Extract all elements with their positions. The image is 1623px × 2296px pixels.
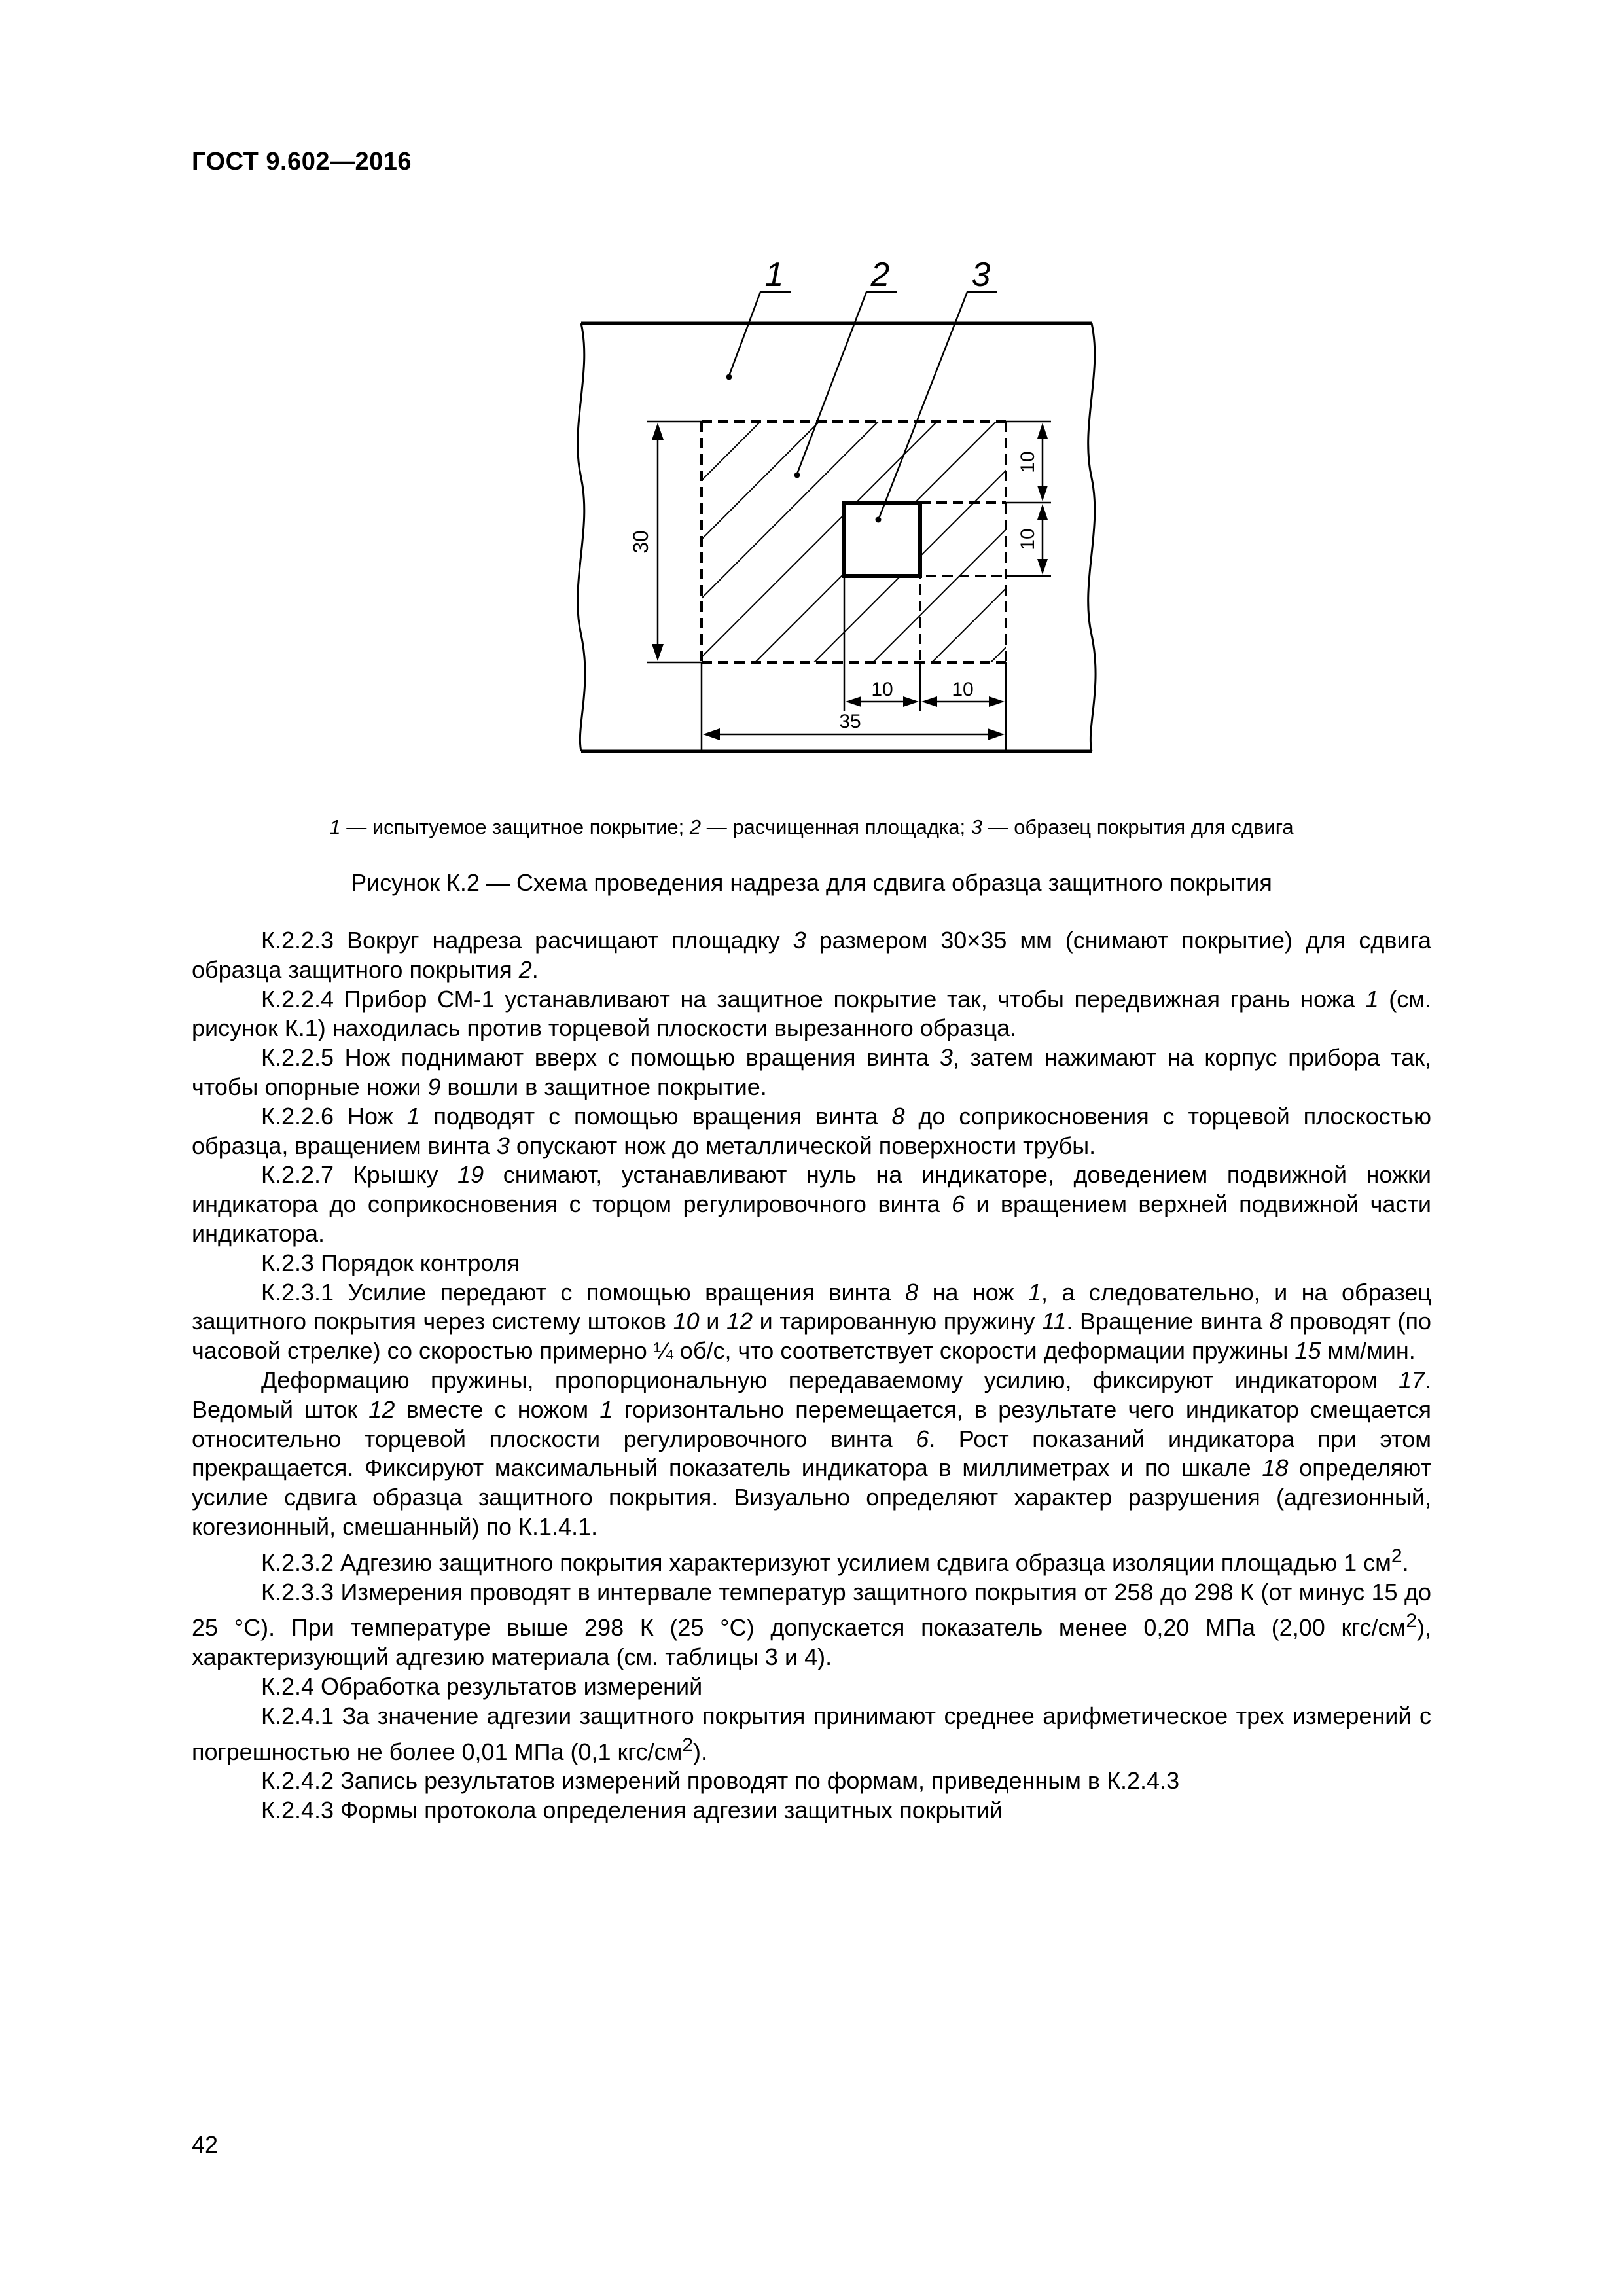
text-run: и <box>699 1308 726 1335</box>
text-run: горизонтально перемещается, в результате чего индикатор смещается относительно торцевой плоскости регулировочного винта <box>192 1395 1431 1452</box>
text-run: ), характеризующий адгезию материала (см. таблицы 3 и 4). <box>192 1614 1431 1671</box>
paragraph <box>192 1796 1431 1825</box>
italic-reference: 12 <box>726 1308 753 1335</box>
text-run: К.2.4 Обработка результатов измерений <box>261 1672 703 1700</box>
italic-reference: 8 <box>891 1102 905 1130</box>
italic-reference: 18 <box>1262 1454 1289 1482</box>
legend-item-3: 3 — образец покрытия для сдвига <box>971 816 1294 838</box>
italic-reference: 1 <box>406 1102 420 1130</box>
text-run: определяют усилие сдвига образца защитного покрытия. Визуально определяют характер разрушения (адгезионный, когезионный, смешанный) по К.1.4.1. <box>192 1454 1431 1540</box>
text-run: . <box>531 956 539 983</box>
dim-label-upper-10: 10 <box>1017 451 1039 473</box>
text-run: опускают нож до металлической поверхности трубы. <box>509 1132 1096 1159</box>
italic-reference: 1 <box>1027 1278 1041 1306</box>
paragraph <box>192 926 1431 985</box>
text-run: К.2.3.1 Усилие передают с помощью вращения винта <box>261 1278 906 1306</box>
text-run: на нож <box>918 1278 1028 1306</box>
italic-reference: 3 <box>793 927 806 954</box>
text-run: размером 30×35 мм (снимают покрытие) для сдвига образца защитного покрытия <box>192 927 1432 983</box>
callout-leaders <box>729 292 997 518</box>
text-run: К.2.4.1 За значение адгезии защитного покрытия принимают среднее арифметическое трех измерений с погрешностью не более 0,01 МПа (0,1 кгс/см <box>192 1702 1431 1765</box>
text-run: К.2.2.6 Нож <box>261 1102 407 1130</box>
italic-reference: 19 <box>457 1161 484 1189</box>
text-run: вошли в защитное покрытие. <box>440 1073 767 1100</box>
legend-item-1: 1 — испытуемое защитное покрытие; <box>329 816 690 838</box>
dim-label-bottom-right-10: 10 <box>952 679 974 700</box>
italic-reference: 12 <box>368 1395 395 1423</box>
paragraph <box>192 1366 1431 1542</box>
paragraph <box>192 1542 1431 1578</box>
text-run: . Рост показаний индикатора при этом прекращается. Фиксируют максимальный показатель индикатора в миллиметрах и по шкале <box>192 1425 1431 1482</box>
italic-reference: 2 <box>518 956 532 983</box>
text-run: подводят с помощью вращения винта <box>419 1102 892 1130</box>
text-run: К.2.3.2 Адгезию защитного покрытия характеризуют усилием сдвига образца изоляции площадью 1 см <box>261 1549 1391 1576</box>
dimension-height-30 <box>647 422 702 662</box>
text-run: , а следовательно, и на образец защитного покрытия через систему штоков <box>192 1278 1432 1335</box>
dim-label-bottom-left-10: 10 <box>871 679 893 700</box>
italic-reference: 6 <box>916 1425 929 1452</box>
text-run: К.2.2.4 Прибор СМ-1 устанавливают на защитное покрытие так, чтобы передвижная грань ножа <box>261 985 1366 1013</box>
text-run: до соприкосновения с торцевой плоскостью образца, вращением винта <box>192 1102 1431 1159</box>
legend-item-2: 2 — расчищенная площадка; <box>689 816 971 838</box>
paragraph <box>192 1578 1431 1672</box>
figure-k2 <box>576 249 1113 766</box>
italic-reference: 1 <box>1365 985 1379 1013</box>
italic-reference: 3 <box>939 1044 953 1071</box>
paragraph <box>192 985 1431 1044</box>
italic-reference: 10 <box>673 1308 700 1335</box>
dim-label-35: 35 <box>839 711 861 732</box>
italic-reference: 1 <box>599 1395 613 1423</box>
text-run: . <box>1402 1549 1409 1576</box>
document-header: ГОСТ 9.602—2016 <box>192 148 412 175</box>
callout-2: 2 <box>870 256 890 294</box>
dimension-right-10-10 <box>1006 422 1051 576</box>
text-run: К.2.2.3 Вокруг надреза расчищают площадку <box>261 927 793 954</box>
text-run: вместе с ножом <box>395 1395 600 1423</box>
text-run: снимают, устанавливают нуль на индикаторе, доведением подвижной ножки индикатора до соприкосновения с торцом регулировочного винта <box>192 1161 1431 1218</box>
paragraph <box>192 1249 1431 1278</box>
superscript: 2 <box>682 1734 694 1756</box>
italic-reference: 15 <box>1294 1337 1321 1365</box>
text-run: Деформацию пружины, пропорциональную передаваемому усилию, фиксируют индикатором <box>261 1366 1399 1393</box>
paragraph <box>192 1160 1431 1248</box>
text-run: и вращением верхней подвижной части индикатора. <box>192 1191 1431 1247</box>
figure-legend <box>192 816 1431 839</box>
italic-reference: 8 <box>905 1278 919 1306</box>
callout-1: 1 <box>764 256 784 294</box>
paragraph <box>192 1043 1431 1102</box>
text-run: К.2.4.3 Формы протокола определения адгезии защитных покрытий <box>261 1797 1003 1824</box>
italic-reference: 6 <box>951 1191 965 1218</box>
superscript: 2 <box>1406 1610 1417 1632</box>
page-number: 42 <box>192 2131 219 2158</box>
body-text <box>192 926 1431 1825</box>
text-run: К.2.3 Порядок контроля <box>261 1249 520 1276</box>
text-run: и тарированную пружину <box>753 1308 1042 1335</box>
italic-reference: 9 <box>427 1073 441 1100</box>
italic-reference: 3 <box>496 1132 510 1159</box>
superscript: 2 <box>1391 1545 1402 1567</box>
text-run: (см. рисунок К.1) находилась против торцевой плоскости вырезанного образца. <box>192 985 1431 1042</box>
shear-cut-diagram <box>576 249 1113 766</box>
dim-label-30: 30 <box>629 530 652 554</box>
text-run: К.2.3.3 Измерения проводят в интервале температур защитного покрытия от 258 до 298 К (от минус 15 до 25 °С). При температуре выше 298 К (25 °С) допускается показатель менее 0,20 МПа (2,00 кгс/см <box>192 1578 1431 1641</box>
text-run: К.2.4.2 Запись результатов измерений проводят по формам, приведенным в К.2.4.3 <box>261 1767 1180 1795</box>
text-run: проводят (по часовой стрелке) со скоростью примерно ¼ об/с, что соответствует скорости деформации пружины <box>192 1308 1432 1365</box>
callout-3: 3 <box>971 256 991 294</box>
text-run: . Ведомый шток <box>192 1366 1431 1423</box>
paragraph <box>192 1102 1431 1161</box>
italic-reference: 8 <box>1269 1308 1283 1335</box>
paragraph <box>192 1702 1431 1767</box>
text-run: . Вращение винта <box>1066 1308 1270 1335</box>
figure-caption: Рисунок К.2 — Схема проведения надреза для сдвига образца защитного покрытия <box>351 869 1272 896</box>
paragraph <box>192 1767 1431 1796</box>
italic-reference: 11 <box>1041 1308 1067 1335</box>
italic-reference: 17 <box>1398 1366 1425 1393</box>
specimen-square <box>844 503 920 576</box>
text-run: К.2.2.5 Нож поднимают вверх с помощью вращения винта <box>261 1044 940 1071</box>
text-run: ). <box>693 1738 708 1765</box>
paragraph <box>192 1672 1431 1702</box>
text-run: мм/мин. <box>1321 1337 1416 1365</box>
text-run: К.2.2.7 Крышку <box>261 1161 458 1189</box>
text-run: , затем нажимают на корпус прибора так, чтобы опорные ножи <box>192 1044 1431 1100</box>
dim-label-lower-10: 10 <box>1017 528 1039 550</box>
paragraph <box>192 1278 1431 1366</box>
